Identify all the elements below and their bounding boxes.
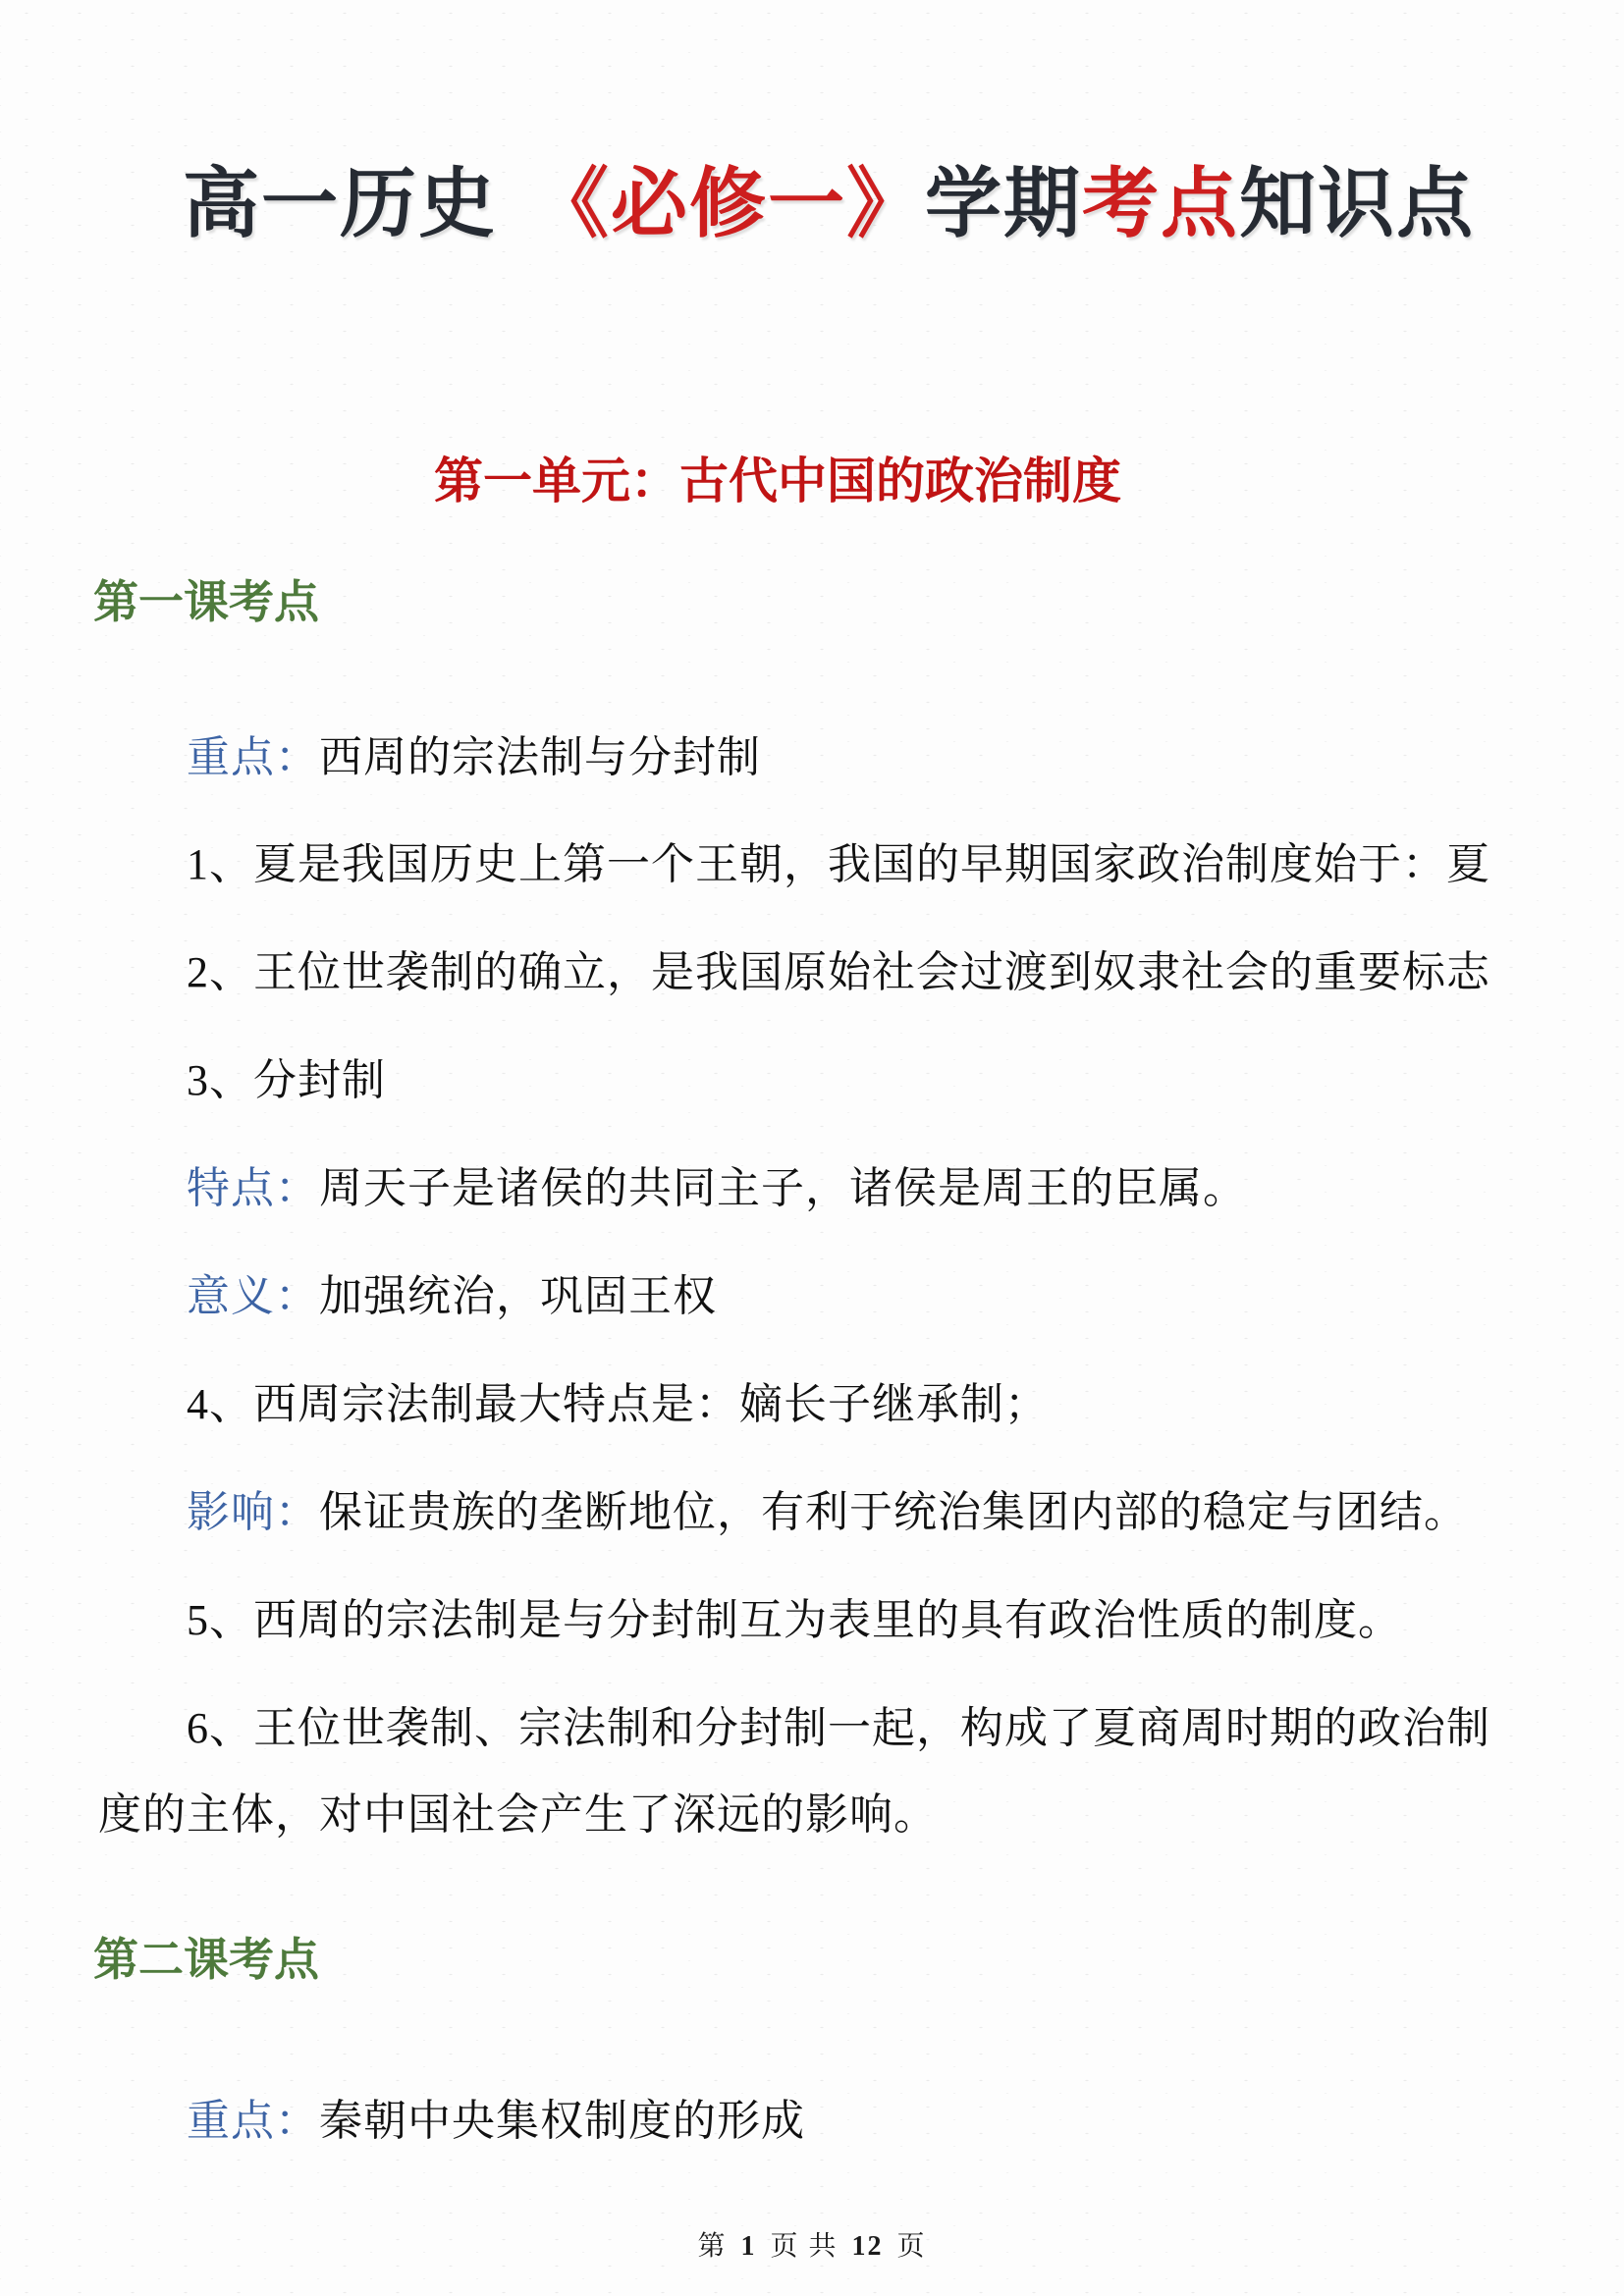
keypoint-label: 重点： [187,733,319,781]
title-segment-keypoints: 考点 [1082,160,1240,246]
body-text: 秦朝中央集权制度的形成 [319,2097,805,2145]
title-segment-term: 学期 [925,160,1083,246]
section-2-heading: 第二课考点 [93,1934,319,1985]
footer-middle: 页 共 [770,2231,839,2262]
paragraph [98,1362,1496,1448]
unit-heading: 第一单元：古代中国的政治制度 [434,454,1121,508]
feature-label: 特点： [187,1164,319,1212]
section-1-heading: 第一课考点 [93,576,319,627]
body-text: 周天子是诸侯的共同主子，诸侯是周王的臣属。 [319,1164,1247,1212]
document-title [183,160,1476,246]
paragraph [98,715,1496,801]
title-segment-course: 高一历史 [183,160,498,246]
body-text: 6、王位世袭制、宗法制和分封制一起，构成了夏商周时期的政治制度的主体，对中国社会产生了深远的影响。 [98,1704,1490,1839]
body-text: 1、夏是我国历史上第一个王朝，我国的早期国家政治制度始于：夏 [187,840,1490,888]
page-footer [0,2224,1624,2264]
footer-prefix: 第 [697,2231,728,2262]
body-text: 2、王位世袭制的确立，是我国原始社会过渡到奴隶社会的重要标志 [187,948,1490,996]
title-segment-knowledge: 知识点 [1239,160,1476,246]
body-text: 3、分封制 [187,1056,386,1104]
paragraph [98,1577,1496,1664]
body-text: 4、西周宗法制最大特点是：嫡长子继承制； [187,1380,1049,1428]
footer-suffix: 页 [896,2231,927,2262]
total-pages: 12 [851,2231,884,2262]
body-text: 加强统治，巩固王权 [319,1272,717,1320]
paragraph [98,1469,1496,1556]
body-text: 西周的宗法制与分封制 [319,733,761,781]
title-segment-book: 《必修一》 [532,160,926,246]
body-text: 5、西周的宗法制是与分封制互为表里的具有政治性质的制度。 [187,1596,1402,1644]
paragraph [98,822,1496,908]
significance-label: 意义： [187,1272,319,1320]
keypoint-label: 重点： [187,2097,319,2145]
paragraph [98,1254,1496,1340]
impact-label: 影响： [187,1488,319,1536]
page-number: 1 [740,2231,757,2262]
paragraph [98,2078,1496,2164]
paragraph [98,930,1496,1016]
paragraph [98,1146,1496,1232]
paragraph [98,1038,1496,1124]
paragraph [98,1685,1496,1858]
body-text: 保证贵族的垄断地位，有利于统治集团内部的稳定与团结。 [319,1488,1468,1536]
